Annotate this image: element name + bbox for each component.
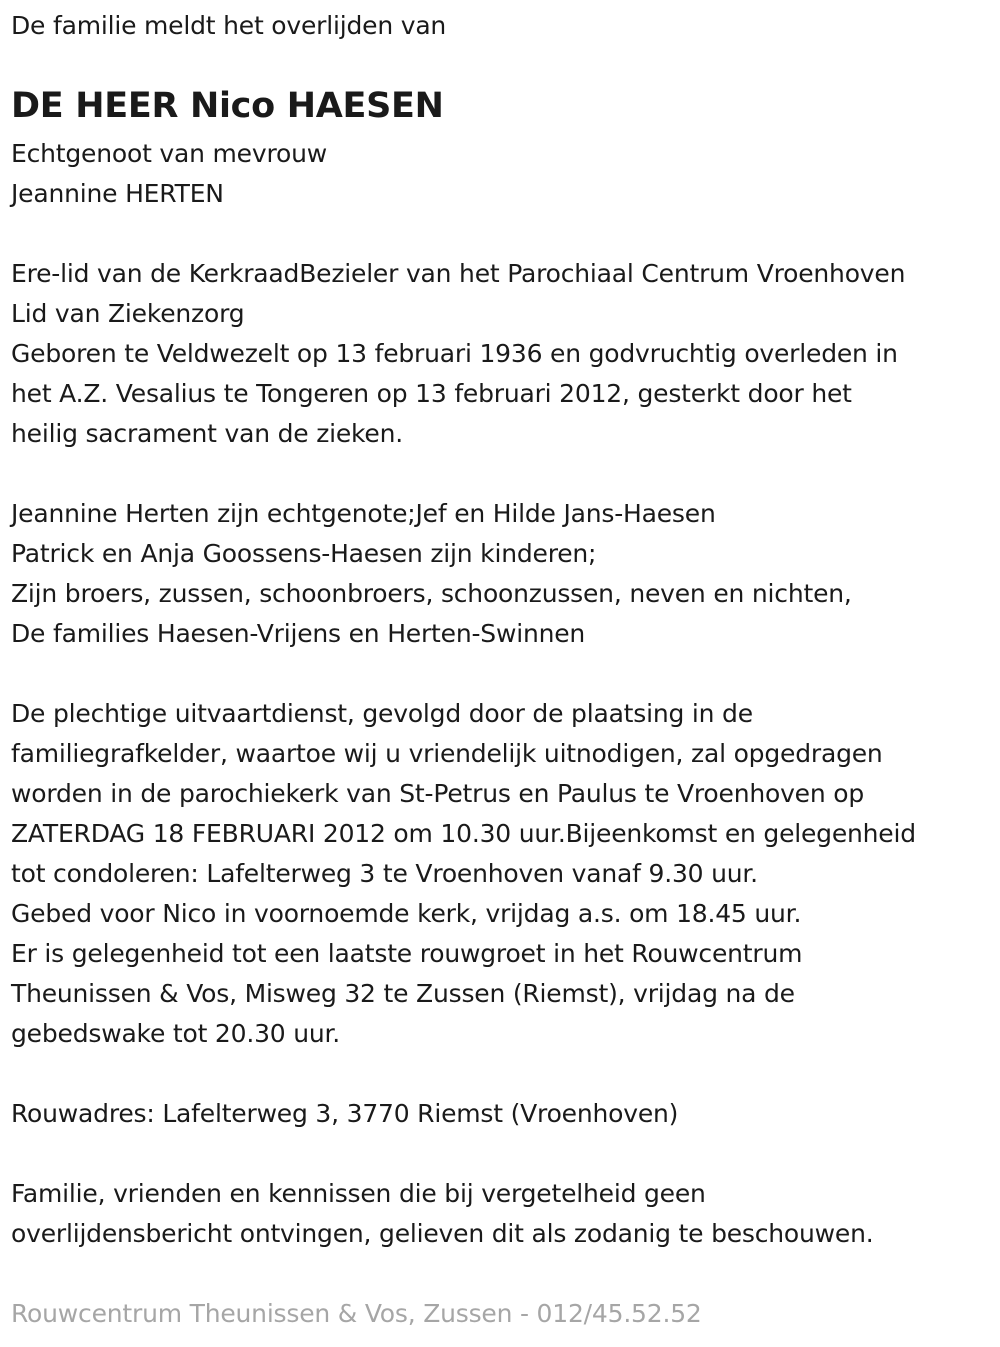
biography-line: het A.Z. Vesalius te Tongeren op 13 februari 2012, gesterkt door het xyxy=(11,379,852,408)
service-line: ZATERDAG 18 FEBRUARI 2012 om 10.30 uur.Bijeenkomst en gelegenheid xyxy=(11,819,916,848)
family-line: De families Haesen-Vrijens en Herten-Swinnen xyxy=(11,619,586,648)
mourning-address-section xyxy=(11,1094,678,1134)
notice-line: overlijdensbericht ontvingen, gelieven dit als zodanig te beschouwen. xyxy=(11,1219,874,1248)
service-line: De plechtige uitvaartdienst, gevolgd door de plaatsing in de xyxy=(11,699,753,728)
biography-line: Geboren te Veldwezelt op 13 februari 1936 en godvruchtig overleden in xyxy=(11,339,898,368)
service-line: Gebed voor Nico in voornoemde kerk, vrijdag a.s. om 18.45 uur. xyxy=(11,899,802,928)
service-line: Er is gelegenheid tot een laatste rouwgroet in het Rouwcentrum xyxy=(11,939,803,968)
biography-line: Ere-lid van de KerkraadBezieler van het Parochiaal Centrum Vroenhoven xyxy=(11,259,906,288)
funeral-service-section xyxy=(11,694,916,1054)
spouse-section xyxy=(11,134,327,214)
mourning-address: Rouwadres: Lafelterweg 3, 3770 Riemst (Vroenhoven) xyxy=(11,1099,679,1128)
spouse-line: Jeannine HERTEN xyxy=(11,179,224,208)
notice-line: Familie, vrienden en kennissen die bij vergetelheid geen xyxy=(11,1179,706,1208)
service-line: Theunissen & Vos, Misweg 32 te Zussen (Riemst), vrijdag na de xyxy=(11,979,795,1008)
family-section xyxy=(11,494,852,654)
service-line: gebedswake tot 20.30 uur. xyxy=(11,1019,341,1048)
service-line: tot condoleren: Lafelterweg 3 te Vroenhoven vanaf 9.30 uur. xyxy=(11,859,758,888)
service-line: familiegrafkelder, waartoe wij u vriendelijk uitnodigen, zal opgedragen xyxy=(11,739,883,768)
biography-line: Lid van Ziekenzorg xyxy=(11,299,245,328)
service-line: worden in de parochiekerk van St-Petrus en Paulus te Vroenhoven op xyxy=(11,779,865,808)
notice-section xyxy=(11,1174,874,1254)
funeral-home-footer: Rouwcentrum Theunissen & Vos, Zussen - 012/45.52.52 xyxy=(11,1299,702,1328)
family-line: Patrick en Anja Goossens-Haesen zijn kinderen; xyxy=(11,539,597,568)
family-line: Zijn broers, zussen, schoonbroers, schoonzussen, neven en nichten, xyxy=(11,579,852,608)
deceased-name: DE HEER Nico HAESEN xyxy=(11,86,444,126)
biography-section xyxy=(11,254,905,454)
biography-line: heilig sacrament van de zieken. xyxy=(11,419,404,448)
intro-text: De familie meldt het overlijden van xyxy=(11,11,447,40)
family-line: Jeannine Herten zijn echtgenote;Jef en Hilde Jans-Haesen xyxy=(11,499,716,528)
spouse-line: Echtgenoot van mevrouw xyxy=(11,139,327,168)
